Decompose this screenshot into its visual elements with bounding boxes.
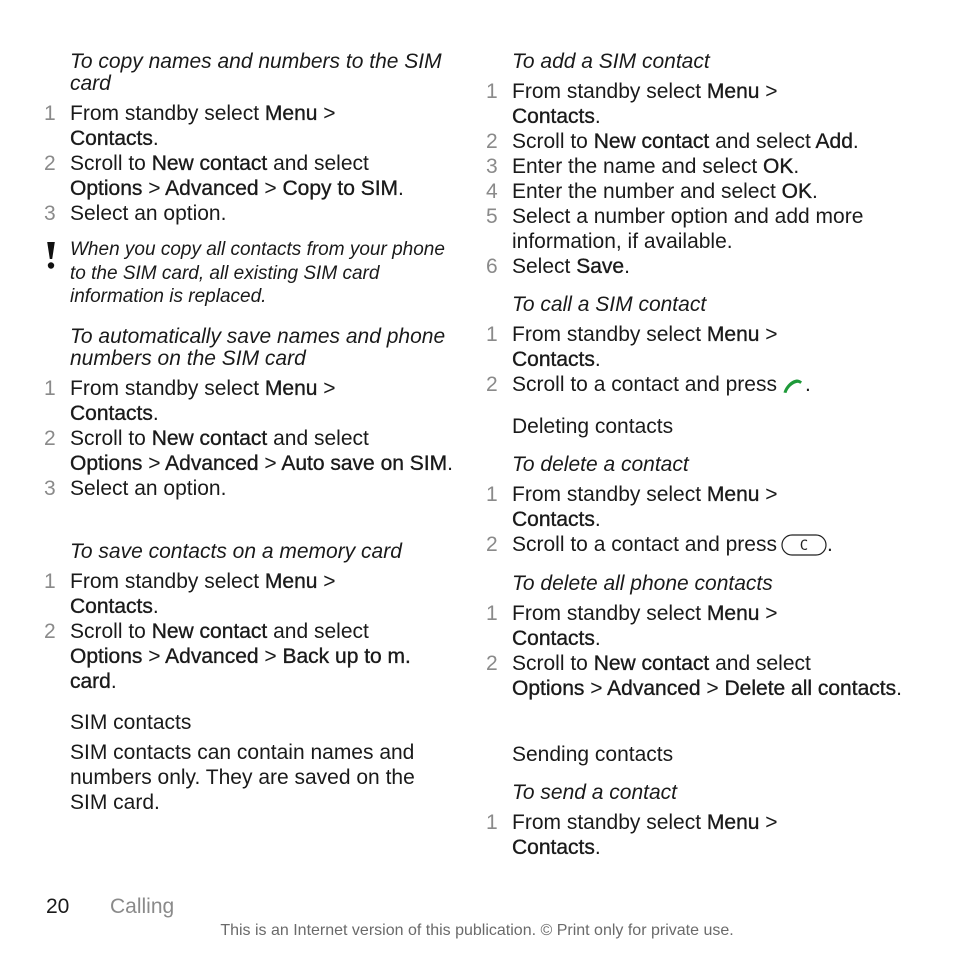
menu-term: Options	[70, 452, 143, 475]
step-item	[486, 651, 906, 701]
menu-term: Back up to m. card	[70, 645, 411, 693]
menu-term: Delete all contacts	[724, 677, 897, 700]
step-text: Scroll to a contact and press	[512, 533, 777, 556]
step-text: >	[258, 645, 283, 668]
menu-term: Options	[512, 677, 585, 700]
menu-term: Contacts	[70, 127, 153, 150]
step-number: 2	[486, 652, 498, 675]
copy-to-sim-section	[44, 51, 454, 95]
menu-term: Advanced	[165, 645, 259, 668]
deleting-contacts-section	[486, 415, 906, 439]
step-number: 1	[486, 323, 498, 346]
step-text: Scroll to	[70, 620, 152, 643]
step-text: >	[317, 570, 336, 593]
step-text: Scroll to	[512, 130, 594, 153]
call-sim-steps	[486, 322, 906, 401]
step-item	[486, 79, 906, 129]
deleting-contacts-heading: Deleting contacts	[512, 415, 674, 438]
menu-term: Contacts	[70, 402, 153, 425]
step-text: .	[152, 402, 159, 425]
step-text: >	[759, 483, 778, 506]
menu-term: Advanced	[607, 677, 701, 700]
add-sim-steps	[486, 79, 906, 279]
step-text: Enter the name and select	[512, 155, 763, 178]
menu-term: Menu	[706, 602, 760, 625]
step-number: 3	[44, 202, 56, 225]
call-key-icon	[781, 376, 805, 401]
step-number: 3	[44, 477, 56, 500]
step-number: 1	[486, 602, 498, 625]
memory-card-section	[44, 541, 454, 563]
sending-contacts-heading: Sending contacts	[512, 743, 674, 766]
sim-contacts-heading: SIM contacts	[70, 711, 192, 734]
copy-to-sim-title: To copy names and numbers to the SIM card	[70, 50, 442, 95]
step-item	[486, 254, 906, 279]
menu-term: Menu	[706, 323, 760, 346]
step-item	[486, 532, 906, 562]
menu-term: Contacts	[512, 627, 595, 650]
c-key-icon	[781, 534, 827, 562]
add-sim-section	[486, 51, 906, 73]
footer-section-name: Calling	[110, 895, 175, 918]
step-text: From standby select	[70, 102, 265, 125]
step-text: and select	[709, 652, 811, 675]
step-text: From standby select	[512, 602, 707, 625]
menu-term: Contacts	[512, 348, 595, 371]
step-item	[44, 619, 454, 694]
sim-contacts-paragraph: SIM contacts can contain names and numbers only. They are saved on the SIM card.	[70, 741, 415, 814]
step-number: 4	[486, 180, 498, 203]
warning-note	[44, 238, 454, 309]
auto-save-section	[44, 326, 454, 370]
menu-term: Contacts	[512, 508, 595, 531]
call-sim-section	[486, 294, 906, 316]
sim-contacts-body	[44, 740, 454, 815]
step-text: Enter the number and select	[512, 180, 782, 203]
step-text: Scroll to	[70, 427, 152, 450]
step-number: 1	[44, 102, 56, 125]
sim-contacts-section	[44, 711, 454, 735]
menu-term: New contact	[593, 652, 710, 675]
step-number: 3	[486, 155, 498, 178]
step-text: >	[317, 102, 336, 125]
step-text: From standby select	[70, 377, 265, 400]
step-text: .	[594, 627, 601, 650]
step-text: From standby select	[512, 80, 707, 103]
menu-term: New contact	[151, 620, 268, 643]
step-text: .	[812, 180, 818, 203]
step-text: .	[804, 373, 811, 396]
step-text: .	[594, 348, 601, 371]
menu-term: Auto save on SIM	[281, 452, 448, 475]
menu-term: Options	[70, 177, 143, 200]
step-text: Select an option.	[70, 477, 227, 500]
step-text: >	[142, 177, 166, 200]
step-item	[486, 372, 906, 401]
step-item	[44, 151, 454, 201]
step-text: .	[793, 155, 800, 178]
add-sim-title: To add a SIM contact	[512, 50, 710, 73]
step-number: 1	[44, 570, 56, 593]
step-text: .	[152, 127, 159, 150]
step-text: >	[142, 452, 166, 475]
delete-all-title: To delete all phone contacts	[512, 572, 773, 595]
step-text: .	[447, 452, 453, 475]
step-text: .	[826, 533, 833, 556]
copy-to-sim-steps	[44, 101, 454, 226]
step-number: 6	[486, 255, 498, 278]
step-number: 2	[486, 130, 498, 153]
auto-save-steps	[44, 376, 454, 501]
step-number: 2	[44, 620, 56, 643]
step-text: and select	[267, 152, 369, 175]
step-item	[486, 601, 906, 651]
menu-term: Options	[70, 645, 143, 668]
delete-contact-section	[486, 454, 906, 476]
step-number: 2	[486, 373, 498, 396]
step-text: >	[700, 677, 725, 700]
step-text: From standby select	[512, 483, 707, 506]
menu-term: Add	[815, 130, 853, 153]
menu-term: Menu	[264, 377, 318, 400]
menu-term: Save	[576, 255, 625, 278]
step-text: .	[152, 595, 159, 618]
menu-term: OK	[763, 155, 794, 178]
step-text: .	[594, 836, 601, 859]
step-text: From standby select	[70, 570, 265, 593]
menu-term: Contacts	[512, 105, 595, 128]
step-text: Select a number option and add more information, if available.	[512, 205, 864, 253]
c-key-label: C	[799, 538, 809, 554]
step-number: 1	[44, 377, 56, 400]
step-text: and select	[709, 130, 816, 153]
step-text: Scroll to a contact and press	[512, 373, 777, 396]
step-text: .	[594, 508, 601, 531]
step-item	[486, 179, 906, 204]
send-contact-section	[486, 782, 906, 804]
menu-term: Contacts	[512, 836, 595, 859]
step-item	[44, 569, 454, 619]
menu-term: Menu	[264, 570, 318, 593]
auto-save-title: To automatically save names and phone numbers on the SIM card	[70, 325, 446, 370]
memory-card-steps	[44, 569, 454, 694]
step-number: 1	[486, 811, 498, 834]
step-text: Select an option.	[70, 202, 227, 225]
step-text: Select	[512, 255, 577, 278]
menu-term: Contacts	[70, 595, 153, 618]
menu-term: Advanced	[165, 452, 259, 475]
step-text: From standby select	[512, 323, 707, 346]
step-text: >	[258, 177, 283, 200]
delete-contact-title: To delete a contact	[512, 453, 689, 476]
memory-card-title: To save contacts on a memory card	[70, 540, 402, 563]
step-text: >	[584, 677, 608, 700]
step-text: .	[594, 105, 601, 128]
delete-all-section	[486, 573, 906, 595]
step-number: 2	[44, 427, 56, 450]
page-number: 20	[46, 895, 70, 918]
step-number: 5	[486, 205, 498, 228]
sending-contacts-section	[486, 743, 906, 767]
step-number: 2	[486, 533, 498, 556]
menu-term: Advanced	[165, 177, 259, 200]
step-item	[44, 201, 454, 226]
delete-all-steps	[486, 601, 906, 701]
delete-contact-steps	[486, 482, 906, 562]
step-number: 2	[44, 152, 56, 175]
step-text: .	[624, 255, 630, 278]
step-text: >	[759, 602, 778, 625]
send-contact-title: To send a contact	[512, 781, 678, 804]
step-item	[44, 476, 454, 501]
footer-notice: This is an Internet version of this publication. © Print only for private use.	[220, 922, 734, 939]
step-item	[486, 322, 906, 372]
step-item	[486, 154, 906, 179]
menu-term: Menu	[706, 483, 760, 506]
step-text: >	[759, 80, 778, 103]
note-box	[44, 238, 454, 309]
menu-term: New contact	[151, 152, 268, 175]
step-number: 1	[486, 483, 498, 506]
step-text: >	[258, 452, 282, 475]
step-text: .	[896, 677, 902, 700]
step-text: .	[110, 670, 117, 693]
warning-icon	[46, 240, 56, 277]
step-item	[486, 204, 906, 254]
menu-term: Menu	[706, 80, 760, 103]
step-item	[44, 101, 454, 151]
menu-term: Menu	[264, 102, 318, 125]
menu-term: OK	[781, 180, 813, 203]
step-item	[44, 426, 454, 476]
note-text: When you copy all contacts from your phone to the SIM card, all existing SIM card information is replaced.	[70, 239, 445, 307]
call-sim-title: To call a SIM contact	[512, 293, 707, 316]
step-text: .	[398, 177, 404, 200]
send-contact-steps	[486, 810, 906, 860]
step-item	[486, 482, 906, 532]
step-text: .	[852, 130, 859, 153]
menu-term: New contact	[593, 130, 710, 153]
step-number: 1	[486, 80, 498, 103]
step-text: and select	[267, 427, 369, 450]
menu-term: Menu	[706, 811, 760, 834]
step-text: >	[317, 377, 336, 400]
step-item	[44, 376, 454, 426]
step-text: >	[759, 811, 778, 834]
step-text: >	[759, 323, 778, 346]
step-text: >	[142, 645, 166, 668]
step-item	[486, 129, 906, 154]
menu-term: Copy to SIM	[282, 177, 399, 200]
step-text: Scroll to	[70, 152, 152, 175]
menu-term: New contact	[151, 427, 268, 450]
step-text: From standby select	[512, 811, 707, 834]
step-text: and select	[267, 620, 369, 643]
step-item	[486, 810, 906, 860]
step-text: Scroll to	[512, 652, 594, 675]
